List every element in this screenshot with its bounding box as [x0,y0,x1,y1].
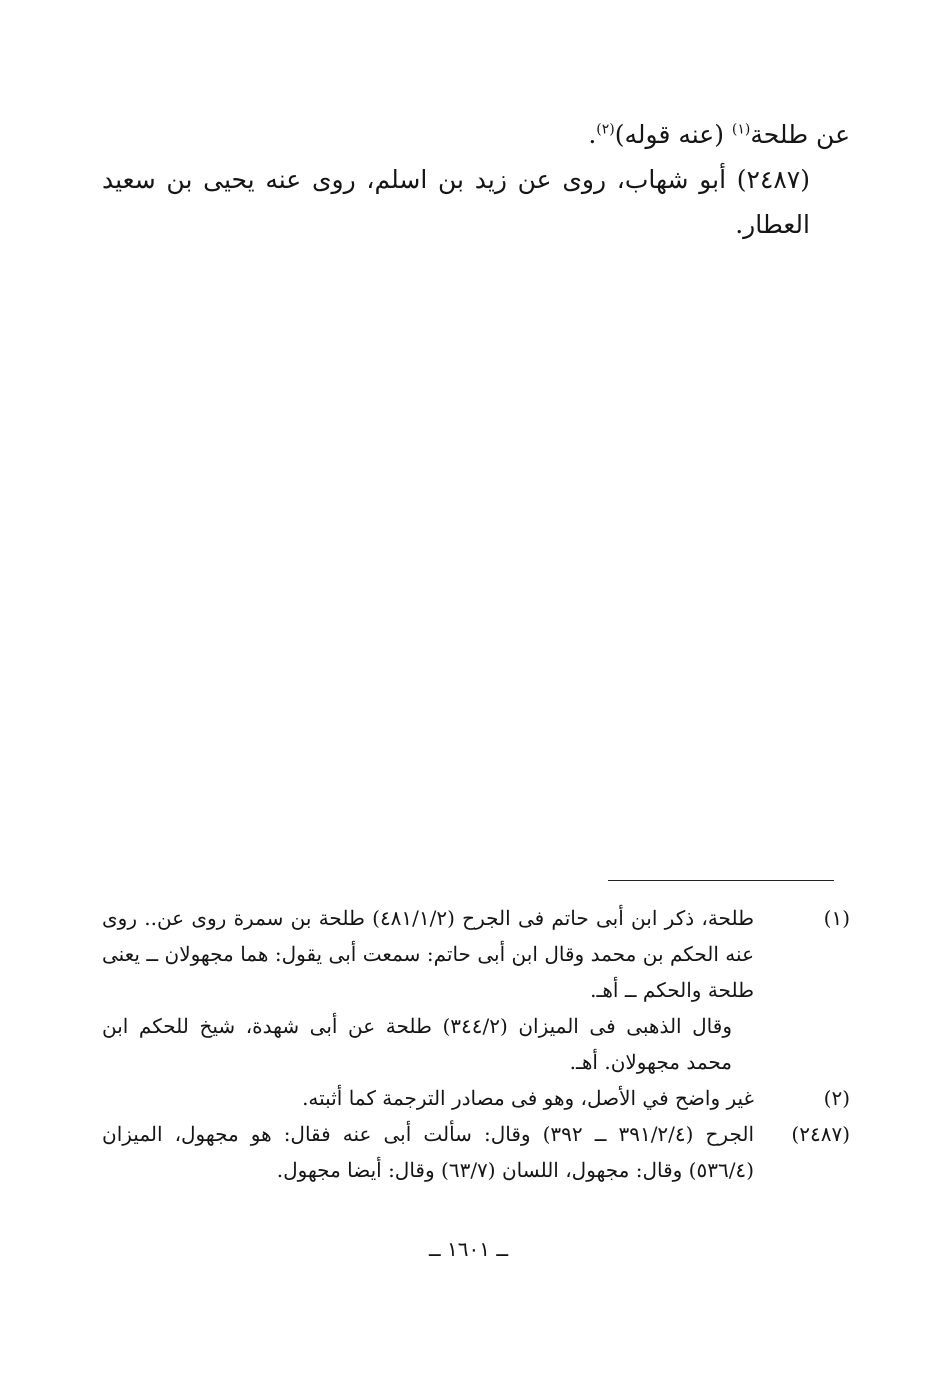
footnote-2487 [102,1116,850,1188]
footnote-number: (١) [823,906,850,930]
footnote-number: (٢) [823,1086,850,1110]
main-text [102,112,850,247]
entry-2487-paragraph: (٢٤٨٧) أبو شهاب، روى عن زيد بن اسلم، روى عنه يحيى بن سعيد العطار. [102,165,810,239]
footnotes [102,900,850,1188]
footnote-separator [608,880,834,881]
footnote-paragraph: الجرح (٣٩١/٢/٤ ــ ٣٩٢) وقال: سألت أبى عنه فقال: هو مجهول، الميزان (٥٣٦/٤) وقال: مجهول، اللسان (٦٣/٧) وقال: أيضا مجهول. [102,1122,755,1182]
footnote-paragraph: غير واضح في الأصل، وهو فى مصادر الترجمة كما أثبته. [302,1086,754,1110]
footnote-body [102,1080,754,1116]
main-line-talha-middle: (عنه قوله) [614,120,732,149]
footnote-number: (٢٤٨٧) [791,1122,850,1146]
footnote-ref-1: (١) [731,121,751,138]
footnote-1 [102,900,850,1080]
footnote-body [102,900,754,1080]
page-number: ــ ١٦٠١ ــ [428,1237,509,1261]
main-line-talha-end: . [588,120,597,149]
main-line-talha [102,112,850,157]
footnote-paragraph: طلحة، ذكر ابن أبى حاتم فى الجرح (٤٨١/١/٢) طلحة بن سمرة روى عن.. روى عنه الحكم بن محمد وقال ابن أبى حاتم: سمعت أبى يقول: هما مجهولان ــ يعنى طلحة والحكم ــ أهـ. [102,906,754,1002]
footnote-paragraph: وقال الذهبى فى الميزان (٣٤٤/٢) طلحة عن أبى شهدة، شيخ للحكم ابن محمد مجهولان. أهـ. [102,1014,732,1074]
main-line-talha-start: عن طلحة [750,120,850,149]
footnote-ref-2: (٢) [596,121,615,138]
footnote-2 [102,1080,850,1116]
footnote-body [102,1116,754,1188]
